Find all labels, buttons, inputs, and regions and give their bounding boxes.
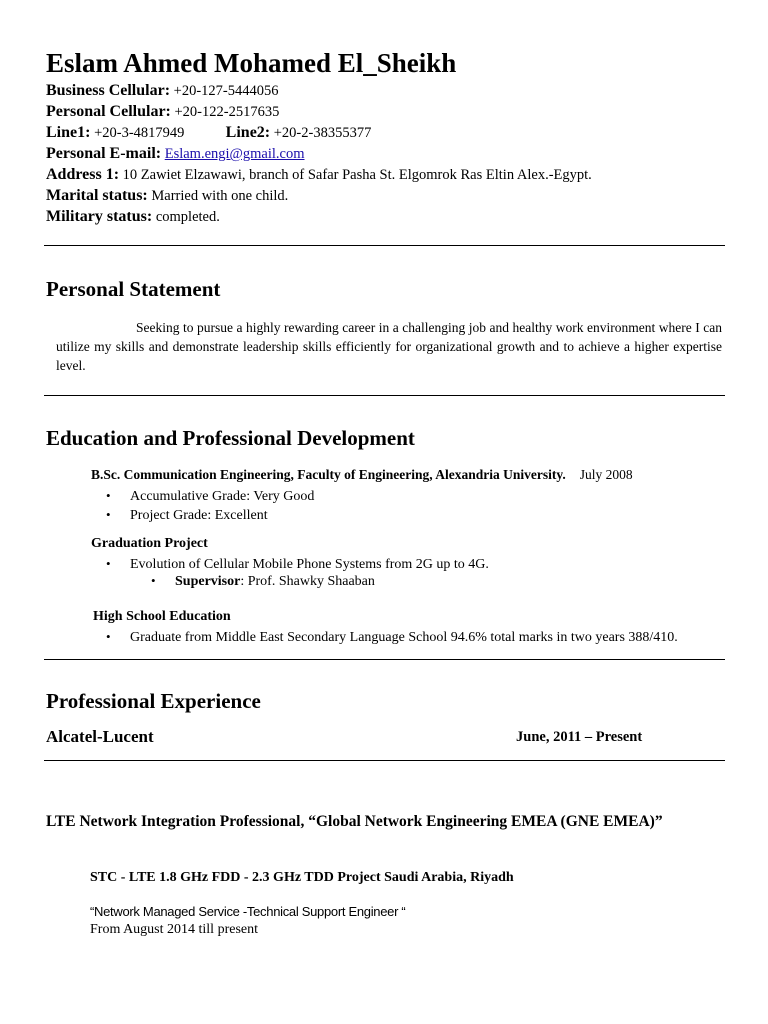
company-date: June, 2011 – Present <box>516 729 643 745</box>
bullet-icon: • <box>106 556 111 571</box>
address-row <box>46 164 746 185</box>
personal-statement-text: Seeking to pursue a highly rewarding career in a challenging job and healthy work environment where I can utilize my skills and demonstrate leadership skills efficiently for organizational growth and to achieve a higher expertise level. <box>56 320 722 373</box>
business-cellular-row <box>46 80 746 101</box>
bullet-icon: • <box>106 629 111 644</box>
position-title: “Network Managed Service -Technical Support Engineer “ <box>90 904 406 919</box>
degree-date: July 2008 <box>579 467 633 482</box>
graduation-project-title: Graduation Project <box>91 536 208 551</box>
company-name: Alcatel-Lucent <box>46 727 154 746</box>
experience-title: Professional Experience <box>46 689 261 713</box>
line2-label: Line2: <box>225 124 271 141</box>
supervisor-value: : Prof. Shawky Shaaban <box>240 574 375 589</box>
role-title: LTE Network Integration Professional, “Global Network Engineering EMEA (GNE EMEA)” <box>46 813 663 830</box>
email-link[interactable]: Eslam.engi@gmail.com <box>164 146 305 162</box>
business-cellular-label: Business Cellular: <box>46 82 171 99</box>
bullet-icon: • <box>106 507 111 522</box>
military-label: Military status: <box>46 208 153 225</box>
graduation-project-bullets <box>106 554 489 573</box>
position-period: From August 2014 till present <box>90 922 258 937</box>
marital-label: Marital status: <box>46 187 148 204</box>
project-title: STC - LTE 1.8 GHz FDD - 2.3 GHz TDD Project Saudi Arabia, Riyadh <box>90 870 514 885</box>
address-label: Address 1: <box>46 166 120 183</box>
high-school-bullets <box>106 627 678 646</box>
education-title: Education and Professional Development <box>46 426 415 450</box>
degree-text: B.Sc. Communication Engineering, Faculty of Engineering, Alexandria University. <box>91 467 566 482</box>
email-label: Personal E-mail: <box>46 145 162 162</box>
marital-value: Married with one child. <box>151 188 289 204</box>
address-value: 10 Zawiet Elzawawi, branch of Safar Pasha St. Elgomrok Ras Eltin Alex.-Egypt. <box>122 167 592 183</box>
marital-row <box>46 185 746 206</box>
degree-row <box>91 467 633 483</box>
list-item: • Project Grade: Excellent <box>106 507 268 523</box>
divider <box>44 760 725 761</box>
military-value: completed. <box>155 209 220 225</box>
high-school-title: High School Education <box>93 609 231 624</box>
bullet-icon: • <box>106 488 111 503</box>
line2-value: +20-2-38355377 <box>273 125 372 141</box>
personal-cellular-value: +20-122-2517635 <box>174 104 280 120</box>
divider <box>44 245 725 246</box>
personal-cellular-label: Personal Cellular: <box>46 103 171 120</box>
military-row <box>46 206 746 227</box>
divider <box>44 659 725 660</box>
list-item: • Accumulative Grade: Very Good <box>106 488 315 504</box>
supervisor-label: Supervisor <box>175 574 241 589</box>
line1-value: +20-3-4817949 <box>94 125 185 141</box>
personal-statement-title: Personal Statement <box>46 277 221 301</box>
email-row <box>46 143 746 164</box>
bullet-icon: • <box>151 573 156 588</box>
list-item: • Graduate from Middle East Secondary Language School 94.6% total marks in two years 388/410. <box>106 629 678 645</box>
landlines-row <box>46 122 746 143</box>
degree-bullets <box>106 486 314 524</box>
line1-label: Line1: <box>46 124 91 141</box>
contact-block <box>46 80 746 227</box>
list-item: • Evolution of Cellular Mobile Phone Systems from 2G up to 4G. <box>106 556 489 572</box>
personal-cellular-row <box>46 101 746 122</box>
divider <box>44 395 725 396</box>
supervisor-item <box>151 573 375 590</box>
candidate-name: Eslam Ahmed Mohamed El_Sheikh <box>46 48 457 78</box>
business-cellular-value: +20-127-5444056 <box>173 83 279 99</box>
